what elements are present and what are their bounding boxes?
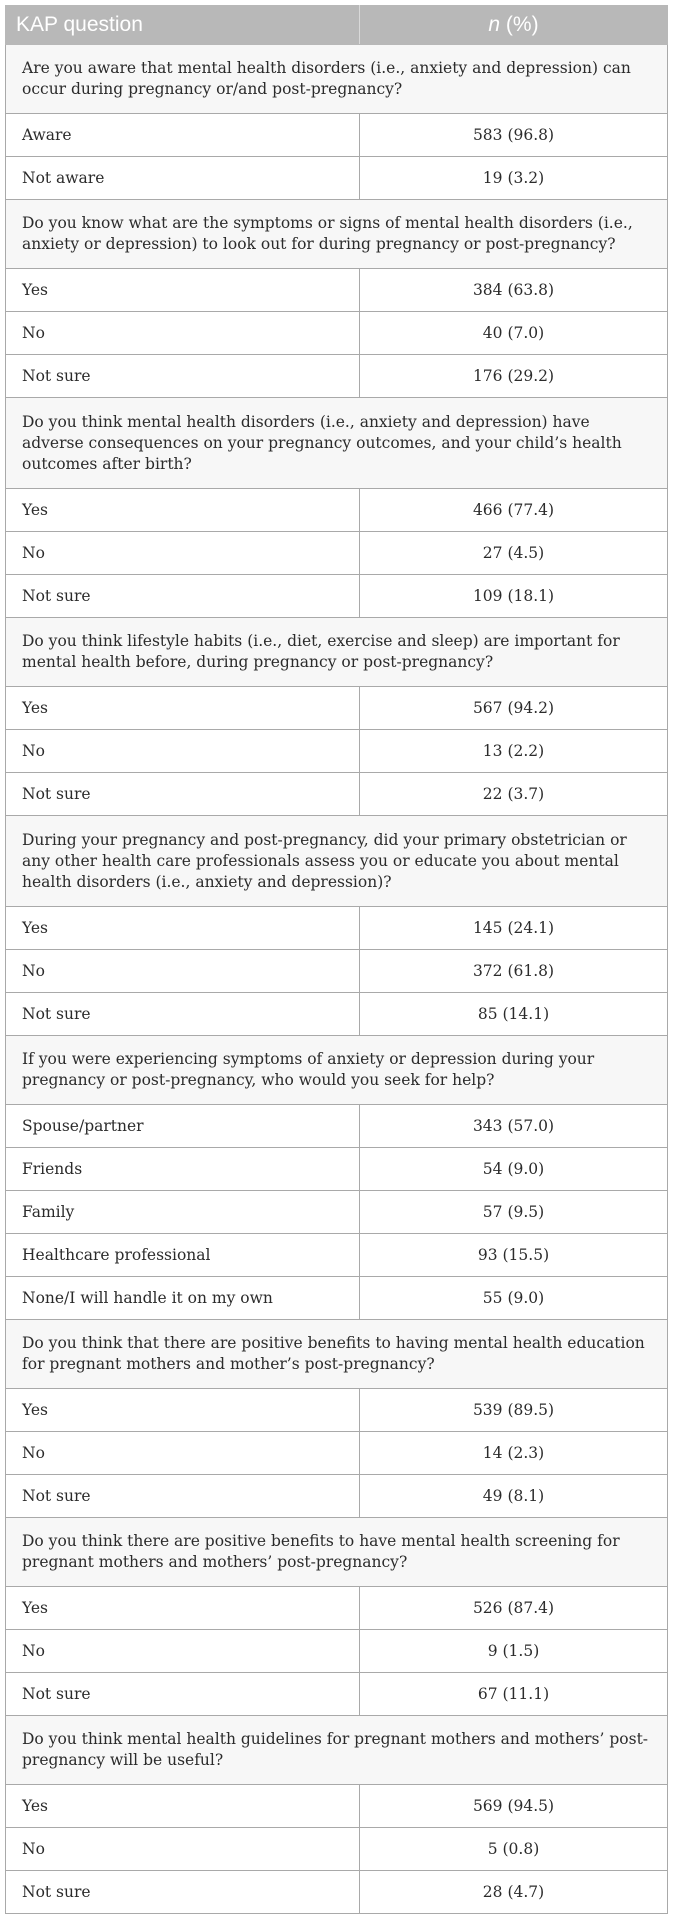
question-text: Are you aware that mental health disorders (i.e., anxiety and depression) can occur during pregnancy or/and post-pregnancy?	[6, 45, 668, 114]
answer-label: Yes	[6, 687, 360, 730]
answer-row	[6, 1475, 668, 1518]
answer-label: No	[6, 950, 360, 993]
answer-row	[6, 269, 668, 312]
answer-label: No	[6, 1828, 360, 1871]
answer-value: 567 (94.2)	[360, 687, 668, 730]
answer-label: No	[6, 1432, 360, 1475]
answer-row	[6, 1389, 668, 1432]
answer-value: 9 (1.5)	[360, 1630, 668, 1673]
question-row	[6, 1036, 668, 1105]
answer-value: 13 (2.2)	[360, 730, 668, 773]
question-text: Do you think that there are positive benefits to having mental health education for pregnant mothers and mother’s post-pregnancy?	[6, 1320, 668, 1389]
answer-row	[6, 1105, 668, 1148]
answer-value: 67 (11.1)	[360, 1673, 668, 1716]
answer-row	[6, 1148, 668, 1191]
question-text: Do you think mental health disorders (i.e., anxiety and depression) have adverse consequences on your pregnancy outcomes, and your child’s health outcomes after birth?	[6, 398, 668, 489]
answer-row	[6, 312, 668, 355]
answer-value: 49 (8.1)	[360, 1475, 668, 1518]
answer-label: Friends	[6, 1148, 360, 1191]
answer-value: 40 (7.0)	[360, 312, 668, 355]
answer-row	[6, 1828, 668, 1871]
answer-row	[6, 355, 668, 398]
question-row	[6, 200, 668, 269]
kap-question-header: KAP question	[6, 6, 360, 45]
answer-label: Yes	[6, 269, 360, 312]
answer-label: Aware	[6, 114, 360, 157]
answer-value: 57 (9.5)	[360, 1191, 668, 1234]
question-row	[6, 618, 668, 687]
answer-label: Not sure	[6, 1673, 360, 1716]
answer-row	[6, 1234, 668, 1277]
answer-value: 27 (4.5)	[360, 532, 668, 575]
answer-value: 526 (87.4)	[360, 1587, 668, 1630]
answer-label: No	[6, 1630, 360, 1673]
answer-label: Yes	[6, 907, 360, 950]
answer-label: Not sure	[6, 355, 360, 398]
percent-label: (%)	[500, 13, 539, 36]
answer-row	[6, 489, 668, 532]
answer-label: No	[6, 312, 360, 355]
answer-row	[6, 575, 668, 618]
answer-row	[6, 993, 668, 1036]
question-row	[6, 45, 668, 114]
answer-row	[6, 1432, 668, 1475]
question-text: Do you think mental health guidelines for pregnant mothers and mothers’ post-pregnancy will be useful?	[6, 1716, 668, 1785]
answer-row	[6, 1630, 668, 1673]
answer-row	[6, 1191, 668, 1234]
answer-label: Healthcare professional	[6, 1234, 360, 1277]
answer-label: None/I will handle it on my own	[6, 1277, 360, 1320]
kap-table	[5, 5, 668, 1914]
answer-row	[6, 1587, 668, 1630]
question-row	[6, 1518, 668, 1587]
answer-label: No	[6, 730, 360, 773]
answer-value: 14 (2.3)	[360, 1432, 668, 1475]
answer-value: 54 (9.0)	[360, 1148, 668, 1191]
answer-row	[6, 907, 668, 950]
question-row	[6, 816, 668, 907]
question-row	[6, 1320, 668, 1389]
answer-row	[6, 687, 668, 730]
answer-value: 109 (18.1)	[360, 575, 668, 618]
answer-label: No	[6, 532, 360, 575]
answer-label: Not sure	[6, 575, 360, 618]
answer-value: 176 (29.2)	[360, 355, 668, 398]
answer-label: Not sure	[6, 993, 360, 1036]
answer-label: Yes	[6, 1587, 360, 1630]
answer-row	[6, 1785, 668, 1828]
answer-label: Yes	[6, 1785, 360, 1828]
answer-value: 569 (94.5)	[360, 1785, 668, 1828]
answer-label: Not sure	[6, 1475, 360, 1518]
answer-value: 93 (15.5)	[360, 1234, 668, 1277]
answer-label: Family	[6, 1191, 360, 1234]
answer-value: 372 (61.8)	[360, 950, 668, 993]
answer-value: 343 (57.0)	[360, 1105, 668, 1148]
answer-row	[6, 532, 668, 575]
answer-row	[6, 730, 668, 773]
n-percent-header	[360, 6, 668, 45]
answer-value: 85 (14.1)	[360, 993, 668, 1036]
question-text: During your pregnancy and post-pregnancy, did your primary obstetrician or any other health care professionals assess you or educate you about mental health disorders (i.e., anxiety and depression)?	[6, 816, 668, 907]
answer-row	[6, 1871, 668, 1914]
answer-value: 5 (0.8)	[360, 1828, 668, 1871]
answer-row	[6, 157, 668, 200]
answer-row	[6, 1673, 668, 1716]
answer-label: Yes	[6, 1389, 360, 1432]
answer-row	[6, 1277, 668, 1320]
answer-label: Yes	[6, 489, 360, 532]
answer-value: 539 (89.5)	[360, 1389, 668, 1432]
question-text: Do you know what are the symptoms or signs of mental health disorders (i.e., anxiety or depression) to look out for during pregnancy or post-pregnancy?	[6, 200, 668, 269]
answer-row	[6, 773, 668, 816]
table-body	[6, 45, 668, 1914]
n-label: n	[488, 13, 501, 36]
answer-label: Not aware	[6, 157, 360, 200]
answer-label: Not sure	[6, 1871, 360, 1914]
answer-value: 55 (9.0)	[360, 1277, 668, 1320]
question-row	[6, 1716, 668, 1785]
answer-row	[6, 114, 668, 157]
answer-value: 22 (3.7)	[360, 773, 668, 816]
answer-label: Not sure	[6, 773, 360, 816]
question-text: If you were experiencing symptoms of anxiety or depression during your pregnancy or post-pregnancy, who would you seek for help?	[6, 1036, 668, 1105]
question-text: Do you think there are positive benefits to have mental health screening for pregnant mothers and mothers’ post-pregnancy?	[6, 1518, 668, 1587]
answer-label: Spouse/partner	[6, 1105, 360, 1148]
answer-value: 466 (77.4)	[360, 489, 668, 532]
answer-value: 384 (63.8)	[360, 269, 668, 312]
answer-value: 19 (3.2)	[360, 157, 668, 200]
answer-row	[6, 950, 668, 993]
question-text: Do you think lifestyle habits (i.e., diet, exercise and sleep) are important for mental health before, during pregnancy or post-pregnancy?	[6, 618, 668, 687]
answer-value: 583 (96.8)	[360, 114, 668, 157]
answer-value: 145 (24.1)	[360, 907, 668, 950]
table-header-row	[6, 6, 668, 45]
answer-value: 28 (4.7)	[360, 1871, 668, 1914]
question-row	[6, 398, 668, 489]
